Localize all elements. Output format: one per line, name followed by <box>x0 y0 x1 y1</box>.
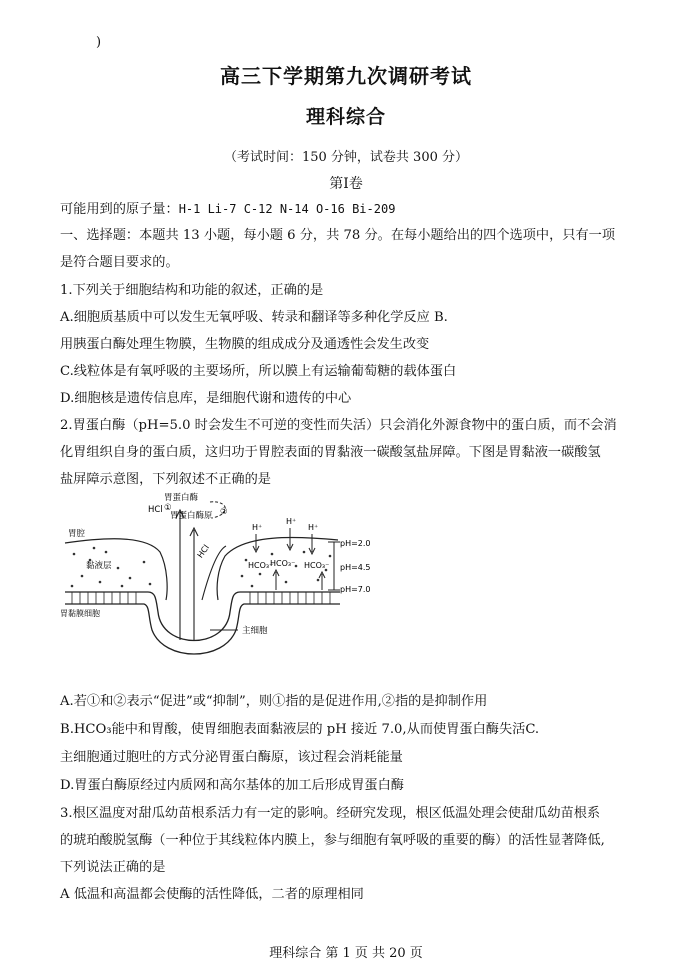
atomic-mass-line <box>60 199 650 220</box>
section-intro-1: 一、选择题：本题共 13 小题，每小题 6 分，共 78 分。在每小题给出的四个选项中，只有一项 <box>60 228 616 243</box>
q3-option-a: A 低温和高温都会使酶的活性降低，二者的原理相同 <box>60 887 364 902</box>
label-hco3-2: HCO₃⁻ <box>270 559 296 568</box>
q2-option-d: D.胃蛋白酶原经过内质网和高尔基体的加工后形成胃蛋白酶 <box>60 778 404 793</box>
q1-option-b: 用胰蛋白酶处理生物膜，生物膜的组成成分及通透性会发生改变 <box>60 337 430 352</box>
label-mark-1: ① <box>164 503 172 513</box>
q2-stem-3: 盐屏障示意图，下列叙述不正确的是 <box>60 472 271 487</box>
label-ph-4-5: pH=4.5 <box>340 563 371 572</box>
label-chief-cell: 主细胞 <box>242 626 268 636</box>
part-label: 第Ⅰ卷 <box>329 176 363 192</box>
epithelium-cells <box>72 592 330 604</box>
label-hcl-top: HCl <box>148 505 163 515</box>
label-ph-7: pH=7.0 <box>340 585 371 594</box>
q1-stem: 1.下列关于细胞结构和功能的叙述，正确的是 <box>60 283 324 298</box>
q1-option-c: C.线粒体是有氧呼吸的主要场所，所以膜上有运输葡萄糖的载体蛋白 <box>60 364 457 379</box>
q2-option-c: 主细胞通过胞吐的方式分泌胃蛋白酶原，该过程会消耗能量 <box>60 750 403 765</box>
label-epithelial-cells: 胃黏膜细胞 <box>60 609 100 618</box>
exam-subtitle: 理科综合 <box>305 106 386 128</box>
label-ph-2: pH=2.0 <box>340 539 371 548</box>
label-hco3-3: HCO₃⁻ <box>304 561 330 570</box>
q3-stem-2: 的琥珀酸脱氢酶（一种位于其线粒体内膜上，参与细胞有氧呼吸的重要的酶）的活性显著降低, <box>60 833 605 848</box>
q3-stem-1: 3.根区温度对甜瓜幼苗根系活力有一定的影响。经研究发现，根区低温处理会使甜瓜幼苗根系 <box>60 806 601 821</box>
page-footer: 理科综合 第 1 页 共 20 页 <box>269 946 423 961</box>
atomic-mass-label: 可能用到的原子量： <box>60 202 179 217</box>
exam-title: 高三下学期第九次调研考试 <box>220 64 472 88</box>
label-h-2: H⁺ <box>286 517 297 526</box>
q2-stem-2: 化胃组织自身的蛋白质，这归功于胃腔表面的胃黏液一碳酸氢盐屏障。下图是胃黏液一碳酸氢 <box>60 445 601 460</box>
q2-stem-1: 2.胃蛋白酶（pH=5.0 时会发生不可逆的变性而失活）只会消化外源食物中的蛋白质，而不会消 <box>60 418 617 433</box>
label-mark-2: ② <box>220 507 228 517</box>
atomic-mass-values: H-1 Li-7 C-12 N-14 O-16 Bi-209 <box>178 202 396 216</box>
section-intro-2: 是符合题目要求的。 <box>60 255 179 270</box>
corner-mark: ) <box>96 35 102 50</box>
label-h-3: H⁺ <box>308 523 319 532</box>
label-hcl-duct: HCl <box>195 543 211 560</box>
q2-option-a: A.若①和②表示“促进”或“抑制”，则①指的是促进作用,②指的是抑制作用 <box>60 694 488 709</box>
mucus-barrier-diagram <box>60 490 380 665</box>
q1-option-a: A.细胞质基质中可以发生无氧呼吸、转录和翻译等多种化学反应 B. <box>60 310 448 325</box>
label-h-1: H⁺ <box>252 523 263 532</box>
exam-info: （考试时间：150 分钟，试卷共 300 分） <box>223 150 469 165</box>
label-hco3-1: HCO₃⁻ <box>248 561 274 570</box>
q2-option-b: B.HCO₃能中和胃酸，使胃细胞表面黏液层的 pH 接近 7.0,从而使胃蛋白酶失活C. <box>60 722 540 737</box>
label-mucus-layer: 黏液层 <box>86 561 112 571</box>
epithelium-lower <box>65 604 340 654</box>
label-stomach-cavity: 胃腔 <box>68 529 86 539</box>
q1-option-d: D.细胞核是遗传信息库，是细胞代谢和遗传的中心 <box>60 391 352 406</box>
ph-bracket <box>328 542 340 590</box>
label-pepsin: 胃蛋白酶 <box>164 493 199 503</box>
label-pepsinogen: 胃蛋白酶原 <box>170 511 213 521</box>
q3-stem-3: 下列说法正确的是 <box>60 860 166 875</box>
